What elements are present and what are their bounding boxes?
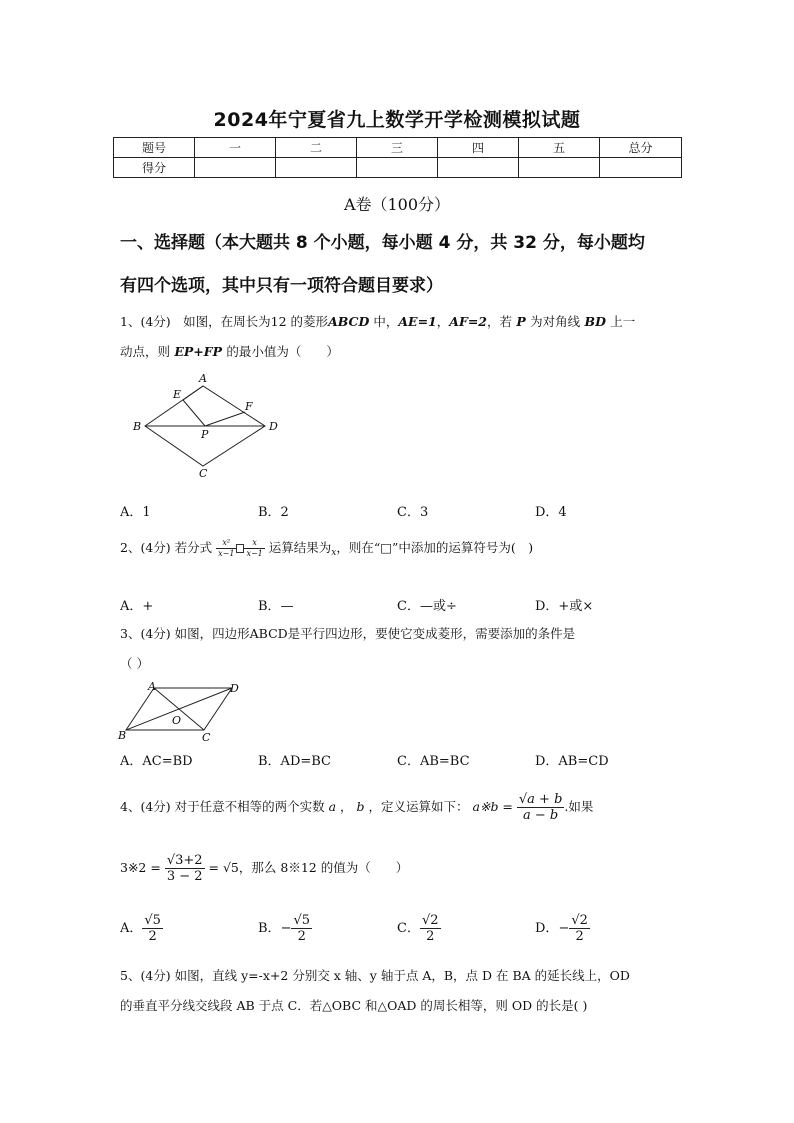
q1-option-a[interactable]: A．1 (120, 505, 151, 520)
q4-option-c-fraction (420, 914, 441, 943)
q4-suffix: .如果 (564, 799, 594, 814)
q2-suffix: ，则在“□”中添加的运算符号为( ) (336, 540, 534, 555)
q1-line2b: 的最小值为（ ） (226, 344, 339, 359)
score-cell[interactable] (195, 158, 276, 178)
q3-option-c[interactable]: C．AB=BC (397, 754, 470, 769)
q2-option-d[interactable]: D．+或× (535, 599, 594, 614)
score-header-cell: 五 (519, 138, 600, 158)
score-cell[interactable] (357, 158, 438, 178)
question-4-line1 (120, 787, 593, 827)
q1-text: 上一 (610, 314, 636, 329)
q2-f2-num: x (244, 539, 264, 549)
score-header-cell: 四 (438, 138, 519, 158)
q4-option-a-label: A． (120, 921, 143, 936)
q4-comma: ， (340, 799, 353, 814)
fig1-label-e: E (173, 388, 182, 401)
q4-option-d[interactable] (535, 910, 590, 948)
question-1-line1 (120, 314, 635, 330)
q1-option-c[interactable]: C．3 (397, 505, 429, 520)
fig3-label-c: C (202, 731, 211, 742)
fig1-label-d: D (269, 420, 278, 433)
q1-abcd: ABCD (328, 314, 370, 329)
q4-option-b-num: √5 (293, 913, 311, 928)
q4-option-a-fraction (142, 914, 163, 943)
question-3-line2: （ ） (120, 656, 149, 671)
paper-label: A卷（100分） (343, 195, 451, 214)
q1-line2a: 动点，则 (120, 344, 171, 359)
q3-option-b[interactable]: B．AD=BC (258, 754, 331, 769)
q4-option-a-num: √5 (144, 913, 161, 928)
fig1-label-p: P (201, 428, 209, 441)
q4-op-num: √a + b (518, 792, 563, 807)
operator-box-icon (236, 544, 244, 553)
score-header-cell: 三 (357, 138, 438, 158)
q1-text: ， (436, 314, 450, 329)
q4-op-lhs: a※b = (472, 799, 513, 814)
q1-option-b[interactable]: B．2 (258, 505, 289, 520)
q4-ex-rhs: = √5 (208, 860, 239, 875)
q4-option-a-den: 2 (148, 929, 157, 944)
fig3-label-d: D (230, 682, 239, 695)
q4-option-a[interactable] (120, 910, 163, 948)
q4-option-d-label: D． (535, 921, 559, 936)
score-table (113, 137, 682, 178)
q1-bd: BD (580, 314, 611, 329)
score-cell[interactable] (276, 158, 357, 178)
question-2-line (120, 536, 533, 565)
section-heading-line2: 有四个选项，其中只有一项符合题目要求） (120, 276, 443, 296)
q4-ex-den: 3 − 2 (166, 869, 203, 884)
q4-option-c-num: √2 (421, 913, 439, 928)
q4-option-b-sign: − (280, 921, 292, 936)
question-1-line2 (120, 344, 339, 360)
q1-text: 的菱形 (286, 314, 329, 329)
q4-prefix: 4、(4分) 对于任意不相等的两个实数 (120, 799, 325, 814)
score-row-label: 得分 (114, 158, 195, 178)
fig1-label-b: B (133, 420, 142, 433)
score-header-cell: 二 (276, 138, 357, 158)
question-5-line1: 5、(4分) 如图，直线 y=-x+2 分别交 x 轴、y 轴于点 A，B，点 D 在 BA 的延长线上，OD (120, 968, 630, 983)
q4-ex-fraction (165, 854, 205, 883)
q1-option-d[interactable]: D．4 (535, 505, 567, 520)
q4-option-c-den: 2 (426, 929, 435, 944)
score-header-cell: 一 (195, 138, 276, 158)
score-header-cell: 题号 (114, 138, 195, 158)
fig1-label-f: F (245, 400, 253, 413)
q1-af: AF=2 (449, 314, 488, 329)
rhombus-figure (125, 370, 285, 482)
score-value-row (114, 158, 682, 178)
q4-option-b[interactable] (258, 910, 312, 948)
q4-option-b-label: B． (258, 921, 281, 936)
q4-option-c-label: C． (397, 921, 420, 936)
q2-f1-num: x² (216, 539, 236, 549)
q1-text: ，若 (487, 314, 513, 329)
question-3-line1: 3、(4分) 如图，四边形ABCD是平行四边形，要使它变成菱形，需要添加的条件是 (120, 626, 576, 641)
q4-option-c[interactable] (397, 910, 441, 948)
q1-text: 为对角线 (530, 314, 581, 329)
q3-option-d[interactable]: D．AB=CD (535, 754, 609, 769)
q1-expr: EP+FP (170, 344, 227, 359)
q4-option-d-num: √2 (571, 913, 588, 928)
q1-ae: AE=1 (398, 314, 437, 329)
score-cell[interactable] (438, 158, 519, 178)
q4-option-d-fraction (569, 914, 590, 943)
score-cell[interactable] (519, 158, 600, 178)
q2-option-b[interactable]: B．— (258, 599, 294, 614)
q4-ex-num: √3+2 (166, 853, 203, 868)
fig3-label-o: O (172, 714, 182, 727)
q2-option-a[interactable]: A．+ (120, 599, 154, 614)
q1-text: 中， (369, 314, 399, 329)
score-header-cell: 总分 (600, 138, 682, 158)
q1-prefix: 1、(4分) 如图，在周长为 (120, 314, 271, 329)
q4-mid: ，定义运算如下： (368, 799, 469, 814)
q2-fraction-2 (244, 539, 264, 558)
q2-f1-den: x−1 (218, 549, 235, 558)
question-4-line2 (120, 848, 408, 888)
q2-prefix: 2、(4分) 若分式 (120, 540, 213, 555)
score-cell[interactable] (600, 158, 682, 178)
q2-option-c[interactable]: C．—或÷ (397, 599, 457, 614)
q4-option-b-den: 2 (297, 929, 306, 944)
q2-f2-den: x−1 (246, 549, 263, 558)
section-heading-line1: 一、选择题（本大题共 8 个小题，每小题 4 分，共 32 分，每小题均 (120, 233, 645, 253)
q2-x: x (331, 548, 337, 558)
fig3-label-b: B (118, 729, 127, 742)
q2-mid: 运算结果为 (268, 540, 332, 555)
q3-option-a[interactable]: A．AC=BD (120, 754, 193, 769)
fig1-label-a: A (199, 372, 207, 385)
fig1-label-c: C (199, 467, 208, 480)
q4-option-b-fraction (291, 914, 312, 943)
q1-p: P (512, 314, 531, 329)
q4-ex-suffix: ，那么 8※12 的值为（ ） (238, 860, 409, 875)
q4-option-d-den: 2 (575, 929, 584, 944)
question-5-line2: 的垂直平分线交线段 AB 于点 C．若△OBC 和△OAD 的周长相等，则 OD 的长是( ) (120, 998, 588, 1013)
parallelogram-figure (114, 680, 244, 742)
q4-option-d-sign: − (558, 921, 570, 936)
q2-fraction-1 (216, 539, 236, 558)
score-header-row (114, 138, 682, 158)
q4-a: a (324, 799, 341, 814)
q4-op-den: a − b (523, 808, 559, 823)
q4-ex-lhs: 3※2 = (120, 860, 161, 875)
q1-perimeter: 12 (270, 314, 287, 329)
fig3-label-a: A (148, 680, 156, 693)
q4-op-fraction (517, 793, 565, 822)
q4-b: b (352, 799, 369, 814)
page-title: 2024年宁夏省九上数学开学检测模拟试题 (213, 109, 581, 131)
